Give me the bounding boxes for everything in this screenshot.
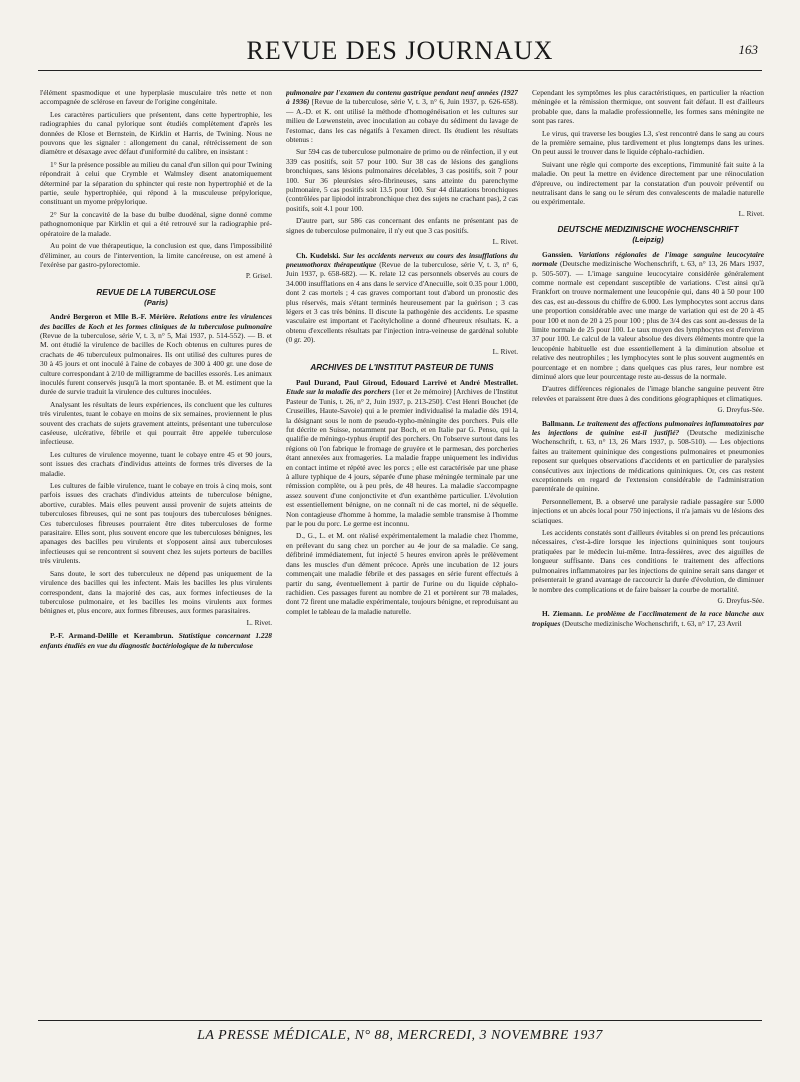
journal-section-title: REVUE DES JOURNAUX [246, 36, 554, 65]
article-title: Statistique concernant 1.228 enfants étudiés en vue du diagnostic bactériologique de la tuberculose [40, 631, 272, 650]
article-authors: Paul Durand, Paul Giroud, Edouard Larrivé et André Mestrallet. [296, 377, 518, 387]
author-signature: L. Rivet. [738, 209, 764, 218]
article-body: (Revue de la tuberculose, série V, t. 3, n° 6, Juin 1937, p. 658-682). — K. relate 12 cas personnels observés au cours de 34.000 insufflations en 4 ans dans le service d'Anecuille, soit 0.35 pour 1.000, dont 2 cas mortels ; 4 cas graves comportant tout d'abord un pronostic des plus réservés, mais s'étant terminés heureusement par la guérison ; 3 cas légers et 3 cas très bénins. Il discute la pathogénie des accidents. Le spasme vasculaire est important et l'acétylcholine a donné d'heureux résultats. K. a obtenu d'excellents résultats par l'injection intra-veineuse de gardénal soluble (0 gr. 20). [286, 259, 518, 345]
section-subheading: (Leipzig) [632, 235, 664, 245]
article-title: Le problème de l'acclimatement de la race blanche aux tropiques [532, 609, 764, 628]
article-title: Le traitement des affections pulmonaires inflammatoires par les injections de quinine est-il justifié? [532, 418, 764, 437]
paragraph: Au point de vue thérapeutique, la conclusion est que, dans l'impossibilité d'éliminer, au cours de l'intervention, la limite cancéreuse, on est amené à l'exérèse par gastro-pylorectomie. [40, 241, 272, 269]
paragraph: Suivant une règle qui comporte des exceptions, l'immunité fait suite à la maladie. On peut la mettre en évidence directement par une réinoculation d'épreuve, ou indirectement par la constatation d'un pouvoir préventif ou neutralisant dans le sang ou le sérum des convalescents de maladie naturelle ou expérimentale. [532, 159, 764, 207]
page-footer: LA PRESSE MÉDICALE, N° 88, MERCREDI, 3 NOVEMBRE 1937 [197, 1028, 603, 1043]
article-title: pulmonaire par l'examen du contenu gastrique pendant neuf années (1927 à 1936) [286, 88, 518, 107]
column-2 [286, 88, 518, 993]
section-subheading: (Paris) [144, 297, 168, 307]
paragraph: D., G., L. et M. ont réalisé expérimentalement la maladie chez l'homme, en prélevant du sang chez un porcher au 4e jour de sa maladie. Ce sang, défibriné immédiatement, fut injecté 5 heures environ après le prélèvement dans les muscles d'un dément précoce. Après une incubation de 12 jours commençait une maladie fébrile et des passages en série furent effectués à partir du sang, éventuellement à partir de l'urine ou du liquide céphalo-rachidien. Ces passages furent au nombre de 21 et portèrent sur 78 malades, dont 72 firent une maladie expérimentale, toujours bénigne, et reproduisant au complet le tableau de la maladie naturelle. [286, 531, 518, 616]
paragraph: Cependant les symptômes les plus caractéristiques, en particulier la réaction méningée et la rémission thermique, ont souvent fait défaut. Il est d'ailleurs probable que, dans la maladie professionnelle, les formes sans méningite ne sont pas rares. [532, 88, 764, 126]
article-authors: Ballmann. [542, 418, 575, 428]
article-entry [532, 250, 764, 382]
author-signature: L. Rivet. [492, 238, 518, 247]
paragraph: Sur 594 cas de tuberculose pulmonaire de primo ou de réinfection, il y eut 339 cas positifs, soit 57 pour 100. Sur 38 cas de lésions des ganglions bronchiques, sans lésions pulmonaires décelables, 3 cas positifs, soit 7 pour 100. Sur 36 pleurésies séro-fibrineuses, sans atteinte du parenchyme pulmonaire, 5 cas positifs soit 13.5 pour 100. Sur 44 dilatations bronchiques (contrôlées par lipiodol intrabronchique chez des sujets ne crachant pas), 2 cas positifs, soit 4.1 pour 100. [286, 147, 518, 213]
paragraph: Personnellement, B. a observé une paralysie radiale passagère sur 5.000 injections et un abcès local pour 750 injections, il n'a jamais vu de lésions des sciatiques. [532, 496, 764, 525]
author-signature: P. Grisel. [245, 272, 272, 281]
article-title: Sur les accidents nerveux au cours des insufflations du pneumothorax thérapeutique [286, 250, 518, 269]
paragraph: 1° Sur la présence possible au milieu du canal d'un sillon qui pour Twining répondrait à celui que Crymble et Walmsley disent anatomiquement déterminé par la séparation du sphincter qui reste non hypertrophié et de la partie, seule hypertrophiée, qui répond à la musculeuse prépylorique, constituant un myome prépylorique. [40, 159, 272, 207]
paragraph: Le virus, qui traverse les bougies L3, s'est rencontré dans le sang au cours de la première semaine, plus tardivement et plus longtemps dans les urines. On peut aussi le trouver dans le liquide céphalo-rachidien. [532, 128, 764, 157]
article-authors: Ch. Kudelski. [296, 250, 341, 260]
header-rule [38, 70, 762, 71]
paragraph: Analysant les résultats de leurs expériences, ils concluent que les cultures très virulentes, tuant le cobaye en moins de six semaines, proviennent le plus souvent des crachats de sujets gravement atteints, présentant une tuberculose caséeuse, ulcérative, fébrile et qui pourrait être appelée tuberculose infectieuse. [40, 399, 272, 447]
column-3 [532, 88, 764, 993]
paragraph: Les caractères particuliers que présentent, dans cette hypertrophie, les radiographies du canal pylorique sont étudiés complètement d'après les données de Klose et Bernstein, de Kirklin et Harris, de Twining. Nous ne pouvons que les signaler : allongement du canal, rétrécissement de son diamètre et désaxage avec défaut d'uniformité du calibre, en insistant : [40, 109, 272, 157]
section-heading: DEUTSCHE MEDIZINISCHE WOCHENSCHRIFT [557, 225, 739, 235]
article-body: [Revue de la tuberculose, série V, t. 3, n° 6, Juin 1937, p. 626-658). — A.-D. et K. ont utilisé la méthode d'homogénéisation et les cultures sur milieu de Lœwenstein, avec inoculation au cobaye du sédiment du lavage de l'estomac, dans les cas négatifs à l'examen direct. Ils étudient les résultats obtenus : [286, 97, 518, 145]
paragraph: Les accidents constatés sont d'ailleurs évitables si on prend les précautions nécessaires, c'est-à-dire lorsque les injections quininiques sont toujours pratiquées par le médecin lui-même. Intra-fessières, avec des aiguilles de longueur suffisante. Dans ces conditions le traitement des affections pulmonaires inflammatoires par les injections de quinine serait sans danger et présenterait le grand avantage de raccourcir la durée d'évolution, de diminuer le nombre des complications et de faire baisser la courbe de mortalité. [532, 528, 764, 594]
paragraph: l'élément spasmodique et une hyperplasie musculaire très nette et non accompagnée de sclérose en faveur de l'origine congénitale. [40, 88, 272, 107]
footer-rule [38, 1020, 762, 1021]
author-signature: G. Dreyfus-Sée. [717, 596, 764, 605]
section-heading: REVUE DE LA TUBERCULOSE [96, 287, 216, 297]
paragraph: Sans doute, le sort des tuberculeux ne dépend pas uniquement de la virulence des bacilles qui les infectent. Mais les bacilles les plus virulents correspondent, dans la majorité des cas, aux formes infectieuses de la tuberculose pulmonaire, et les bacilles les moins virulents aux formes bénignes et, plus encore, aux formes fibreuses, aux formes parasitaires. [40, 568, 272, 616]
article-body: (Deutsche medizinische Wochenschrift, t. 63, n° 17, 23 Avril [562, 618, 742, 628]
article-authors: André Bergeron et Mlle B.-F. Mérière. [50, 312, 177, 322]
paragraph: 2° Sur la concavité de la base du bulbe duodénal, signe donné comme pathognomonique par Kirklin et qui a été retrouvé sur la radiographie pré-opératoire de la malade. [40, 209, 272, 238]
paragraph: D'autre part, sur 586 cas concernant des enfants ne présentant pas de signes de tuberculose pulmonaire, il n'y eut que 3 cas positifs. [286, 216, 518, 235]
article-title: Etude sur la maladie des porchers [286, 387, 391, 397]
article-entry [286, 378, 518, 529]
article-entry [40, 312, 272, 397]
article-entry [286, 88, 518, 144]
article-body: (Deutsche medizinische Wochenschrift, t. 63, n° 13, 26 Mars 1937, p. 505-507). — L'image sanguine leucocytaire considérée généralement comme normale est cependant susceptible de variations. C'est ainsi qu'à Frankfort on trouve normalement une leucopénie qui, dans 40 à 50 pour 100 des cas, est au-dessous du chiffre de 6.000. Les lymphocytes sont accrus dans une proportion considérable avec une marge de variation qui est de 20 à 45 pour 100 et non de 20 à 25 pour 100 ; plus de 3/4 des cas sont au-dessus de la limite normale de 25 pour 100. Le taux moyen des lymphocytes est d'environ 37 pour 100. Le calcul de la valeur absolue des divers éléments montre que la leucopénie habituelle est due essentiellement à la diminution absolue et relative des neutrophiles ; les lymphocytes sont le plus souvent augmentés en pourcentage et en nombre ; dans quelques cas plus rares, leur nombre est diminué alors que leur pourcentage reste au-dessus de la normale. [532, 259, 764, 381]
article-authors: P.-F. Armand-Delille et Kerambrun. [50, 631, 174, 641]
author-signature: L. Rivet. [246, 618, 272, 627]
paragraph: Les cultures de faible virulence, tuant le cobaye en trois à cinq mois, sont parfois issues des crachats d'individus atteints de tuberculose bénigne, abortive, curables. Mais elles peuvent aussi provenir de sujets atteints de tuberculoses fibreuses, qui ne sont pas toujours des tuberculoses bénignes. Ces tuberculoses fibreuses pourraient être dites tuberculoses de forme parasitaire. Elles sont, plus souvent encore que les tuberculoses bénignes, les apanages des bacilles peu virulents et s'opposent ainsi aux tuberculoses infectieuses qui se rencontrent si souvent chez les sujets porteurs de bacilles très virulents. [40, 481, 272, 566]
author-signature: L. Rivet. [492, 347, 518, 356]
article-entry [286, 251, 518, 345]
page-number: 163 [738, 42, 758, 57]
paragraph: Les cultures de virulence moyenne, tuant le cobaye entre 45 et 90 jours, sont issues des crachats d'individus atteints de formes très diverses de la maladie. [40, 449, 272, 478]
article-title: Relations entre les virulences des bacilles de Koch et les formes cliniques de la tuberculose pulmonaire [40, 312, 272, 331]
article-entry [532, 419, 764, 494]
article-body: (Deutsche medizinische Wochenschrift, t. 63, n° 13, 26 Mars 1937, p. 508-510). — Les objections faites au traitement quininique des congestions pulmonaires et pneumonies reposent sur quelques observations d'accidents et en particulier de paralysies consécutives aux injections de médications quininiques. Or, ces cas restent exceptionnels en regard de l'extension considérable de l'administration parentérale de quinine. [532, 428, 764, 494]
article-entry [532, 609, 764, 628]
article-body: (Revue de la tuberculose, série V, t. 3, n° 5, Mai 1937, p. 514-552). — B. et M. ont étudié la virulence de bacilles de Koch obtenus en cultures pures de crachats de 46 tuberculeux pulmonaires. Ils ont utilisé des cultures pures de 30 à 45 jours et ont inoculé à l'aine de cobayes de 300 à 400 gr. une dose de culture correspondant à 2/10 de milligramme de bacilles essorés. Les animaux inoculés furent conservés jusqu'à la mort spontanée. B. et M. estiment que la durée de survie traduit la virulence des cultures inoculées. [40, 330, 272, 397]
article-body: (1er et 2e mémoire) [Archives de l'Institut Pasteur de Tunis, t. 26, n° 2, Juin 1937, p. 213-250]. C'est Henri Bouchet (de Cruseilles, Haute-Savoie) qui a le premier individualisé la maladie dès 1914, la désignant sous le nom de pseudo-typho-méningite des porchers. Puis elle fut décrite en Suisse, notamment par Boch, et en Italie par G. Penso, qui la qualifie de méningo-typhus éruptif des porchers. On l'observe surtout dans les régions où l'on fabrique le fromage de gruyère et le parmesan, des porcheries étant annexées aux fromageries. La maladie frappe uniquement les individus en contact intime et répété avec les porcs ; elle est caractérisée par une phase à allure typhique de 4 jours, séparée d'une phase méningée terminale par une rémission complète, ou à peu près, de 48 heures. La maladie s'accompagne assez souvent d'une conjonctivite et d'un exanthème particulier. L'évolution est essentiellement bénigne, on ne connaît ni de cas mortel, ni de séquelle. Non contagieuse d'homme à homme, la maladie semble transmise à l'homme par le pou du porc. Le germe est inconnu. [286, 387, 518, 529]
article-authors: Ganssien. [542, 249, 573, 259]
column-1 [40, 88, 272, 993]
article-authors: H. Ziemann. [542, 609, 583, 619]
article-title: Variations régionales de l'image sanguine leucocytaire normale [532, 249, 764, 269]
section-heading: ARCHIVES DE L'INSTITUT PASTEUR DE TUNIS [310, 362, 494, 372]
author-signature: G. Dreyfus-Sée. [717, 406, 764, 415]
article-entry [40, 631, 272, 650]
paragraph: D'autres différences régionales de l'image blanche sanguine peuvent être relevées et paraissent être dues à des conditions géographiques et climatiques. [532, 384, 764, 403]
